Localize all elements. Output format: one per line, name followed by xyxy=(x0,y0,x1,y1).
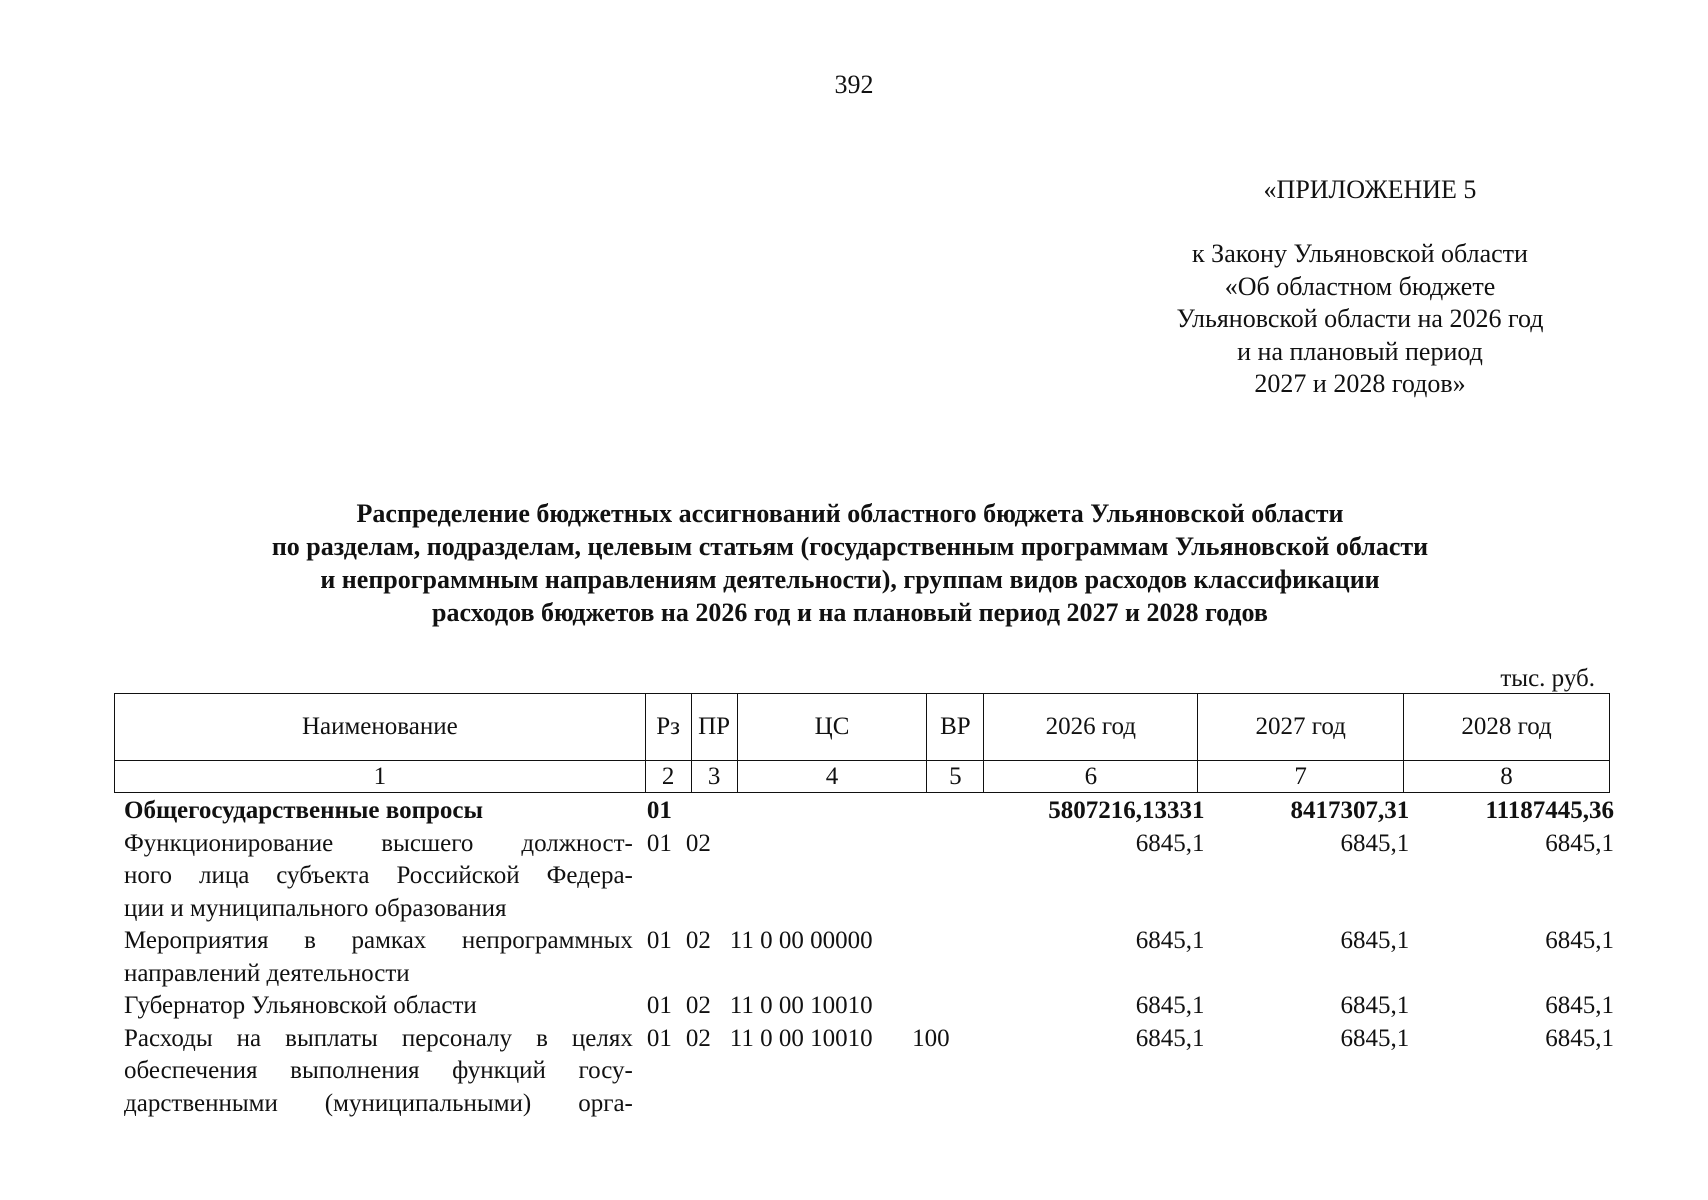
row-name-line: дарственными (муниципальными) орга- xyxy=(124,1089,633,1117)
row-name xyxy=(124,990,633,1023)
row-rz: 01 xyxy=(646,992,672,1019)
row-value-2027: 8417307,31 xyxy=(1290,797,1410,824)
header-name: Наименование xyxy=(115,694,646,761)
column-number: 5 xyxy=(927,761,984,793)
row-value-2027: 6845,1 xyxy=(1340,1024,1410,1052)
row-rz: 01 xyxy=(646,1024,672,1052)
row-rz: 01 xyxy=(646,829,672,857)
row-cs: 11 0 00 00000 xyxy=(729,927,873,954)
table-row xyxy=(124,828,1614,926)
header-vr: ВР xyxy=(927,694,984,761)
column-number: 2 xyxy=(645,761,691,793)
row-value-2027: 6845,1 xyxy=(1340,992,1410,1019)
header-2026: 2026 год xyxy=(984,694,1198,761)
header-rz: Рз xyxy=(645,694,691,761)
title-line: Распределение бюджетных ассигнований областного бюджета Ульяновской области xyxy=(356,499,1344,528)
column-number: 3 xyxy=(691,761,737,793)
row-pr: 02 xyxy=(685,829,711,857)
header-pr: ПР xyxy=(691,694,737,761)
table-header xyxy=(114,693,1610,793)
row-name-line: направлений деятельности xyxy=(124,959,410,987)
row-value-2027: 6845,1 xyxy=(1340,829,1410,857)
table-row xyxy=(124,795,1614,828)
column-number: 8 xyxy=(1404,761,1610,793)
column-number-row xyxy=(115,761,1610,793)
header-cs: ЦС xyxy=(737,694,927,761)
row-value-2028: 6845,1 xyxy=(1545,829,1615,857)
title-line: и непрограммным направлениям деятельности), группам видов расходов классификации xyxy=(320,565,1380,594)
row-name xyxy=(124,828,633,926)
column-number: 6 xyxy=(984,761,1198,793)
row-value-2026: 6845,1 xyxy=(1135,992,1205,1019)
row-name-line: Функционирование высшего должност- xyxy=(124,829,633,857)
title-line: по разделам, подразделам, целевым статьям (государственным программам Ульяновской области xyxy=(271,532,1429,561)
row-pr: 02 xyxy=(685,927,711,954)
row-cs: 11 0 00 10010 xyxy=(729,992,873,1019)
row-value-2028: 6845,1 xyxy=(1545,992,1615,1019)
row-name-line: Расходы на выплаты персоналу в целях xyxy=(124,1024,633,1052)
appendix-line: и на плановый период xyxy=(1237,336,1483,366)
row-rz: 01 xyxy=(646,927,672,954)
row-pr: 02 xyxy=(685,1024,711,1052)
table-row xyxy=(124,990,1614,1023)
table-body xyxy=(124,795,1614,1120)
row-name-line: Губернатор Ульяновской области xyxy=(124,992,477,1019)
column-number: 4 xyxy=(737,761,927,793)
row-name-line: ции и муниципального образования xyxy=(124,894,507,922)
row-vr: 100 xyxy=(912,1024,950,1052)
header-2028: 2028 год xyxy=(1404,694,1610,761)
row-value-2028: 6845,1 xyxy=(1545,1024,1615,1052)
row-value-2026: 6845,1 xyxy=(1135,927,1205,954)
header-row xyxy=(115,694,1610,761)
row-name-line: Мероприятия в рамках непрограммных xyxy=(124,927,633,954)
row-value-2028: 11187445,36 xyxy=(1485,797,1615,824)
header-2027: 2027 год xyxy=(1198,694,1404,761)
table-row xyxy=(124,1023,1614,1121)
row-name-line: ного лица субъекта Российской Федера- xyxy=(124,862,633,889)
row-cs: 11 0 00 10010 xyxy=(729,1024,873,1052)
appendix-title: «ПРИЛОЖЕНИЕ 5 xyxy=(1263,175,1477,204)
row-name-line: Общегосударственные вопросы xyxy=(124,797,484,824)
table-row xyxy=(124,925,1614,990)
row-value-2026: 5807216,13331 xyxy=(1048,797,1205,824)
column-number: 1 xyxy=(115,761,646,793)
row-value-2028: 6845,1 xyxy=(1545,927,1615,954)
units-label: тыс. руб. xyxy=(1500,665,1595,692)
appendix-line: «Об областном бюджете xyxy=(1224,271,1496,301)
row-name xyxy=(124,925,633,990)
title-line: расходов бюджетов на 2026 год и на плановый период 2027 и 2028 годов xyxy=(432,598,1268,627)
row-value-2026: 6845,1 xyxy=(1135,1024,1205,1052)
row-name xyxy=(124,795,633,828)
document-title xyxy=(100,497,1600,629)
row-pr: 02 xyxy=(685,992,711,1019)
row-rz: 01 xyxy=(646,797,672,824)
row-name-line: обеспечения выполнения функций госу- xyxy=(124,1057,633,1084)
page-number: 392 xyxy=(834,70,874,99)
appendix-line: к Закону Ульяновской области xyxy=(1192,239,1528,268)
row-value-2026: 6845,1 xyxy=(1135,829,1205,857)
row-name xyxy=(124,1023,633,1121)
row-value-2027: 6845,1 xyxy=(1340,927,1410,954)
appendix-reference xyxy=(1100,238,1620,401)
column-number: 7 xyxy=(1198,761,1404,793)
appendix-line: Ульяновской области на 2026 год xyxy=(1176,304,1544,333)
appendix-line: 2027 и 2028 годов» xyxy=(1254,369,1466,398)
